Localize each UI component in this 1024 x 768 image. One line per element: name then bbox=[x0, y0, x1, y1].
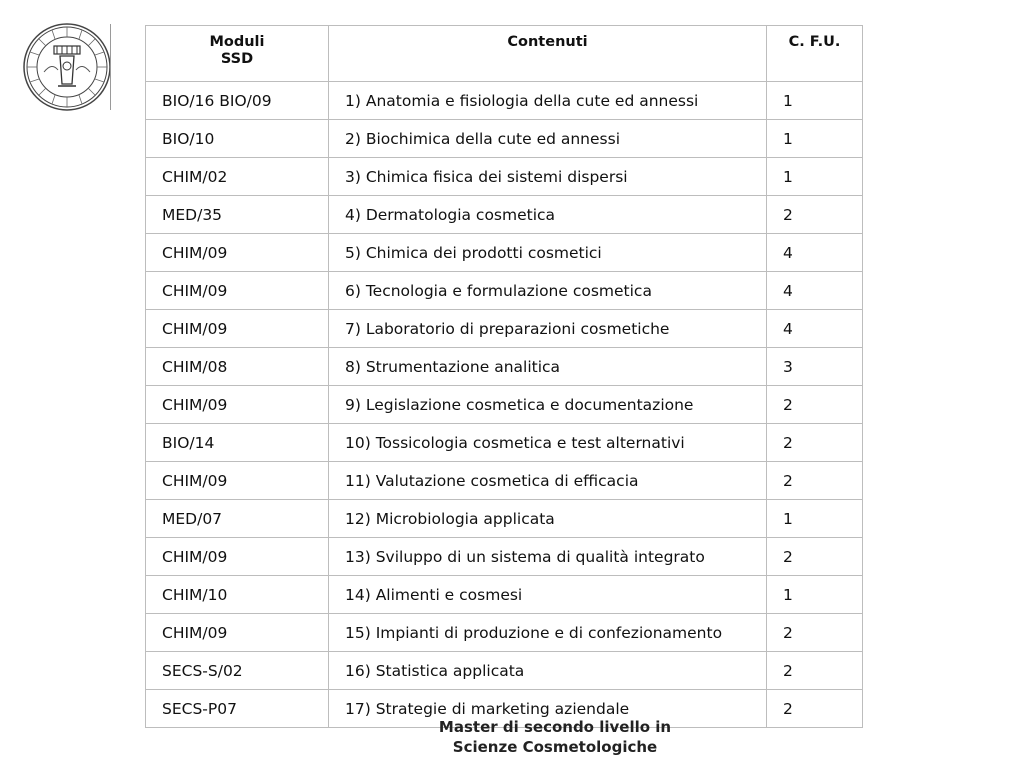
content-cell: 12) Microbiologia applicata bbox=[329, 500, 767, 538]
table-header-row bbox=[146, 26, 863, 82]
cfu-cell: 4 bbox=[767, 272, 863, 310]
content-cell: 17) Strategie di marketing aziendale bbox=[329, 690, 767, 728]
table-row bbox=[146, 538, 863, 576]
cfu-cell: 1 bbox=[767, 576, 863, 614]
table-row bbox=[146, 386, 863, 424]
table-row bbox=[146, 424, 863, 462]
content-cell: 4) Dermatologia cosmetica bbox=[329, 196, 767, 234]
table-row bbox=[146, 310, 863, 348]
ssd-cell: CHIM/09 bbox=[146, 234, 329, 272]
university-seal-icon bbox=[22, 22, 112, 112]
ssd-cell: CHIM/09 bbox=[146, 386, 329, 424]
footer-line-1: Master di secondo livello in bbox=[438, 718, 672, 736]
content-cell: 10) Tossicologia cosmetica e test alternativi bbox=[329, 424, 767, 462]
cfu-cell: 1 bbox=[767, 500, 863, 538]
table-row bbox=[146, 120, 863, 158]
cfu-cell: 2 bbox=[767, 196, 863, 234]
header-contenuti: Contenuti bbox=[329, 26, 767, 82]
ssd-cell: CHIM/09 bbox=[146, 614, 329, 652]
table-row bbox=[146, 576, 863, 614]
cfu-cell: 2 bbox=[767, 462, 863, 500]
cfu-cell: 4 bbox=[767, 310, 863, 348]
cfu-cell: 2 bbox=[767, 538, 863, 576]
header-ssd: SSD bbox=[220, 51, 254, 67]
cfu-cell: 2 bbox=[767, 386, 863, 424]
header-moduli-ssd bbox=[146, 26, 329, 82]
content-cell: 6) Tecnologia e formulazione cosmetica bbox=[329, 272, 767, 310]
table-row bbox=[146, 348, 863, 386]
seal-divider bbox=[110, 24, 111, 110]
table-row bbox=[146, 462, 863, 500]
content-cell: 2) Biochimica della cute ed annessi bbox=[329, 120, 767, 158]
ssd-cell: CHIM/09 bbox=[146, 272, 329, 310]
table-row bbox=[146, 196, 863, 234]
cfu-cell: 2 bbox=[767, 652, 863, 690]
table-row bbox=[146, 614, 863, 652]
table-row bbox=[146, 652, 863, 690]
cfu-cell: 2 bbox=[767, 424, 863, 462]
cfu-cell: 2 bbox=[767, 614, 863, 652]
footer-line-2: Scienze Cosmetologiche bbox=[452, 738, 658, 756]
cfu-cell: 2 bbox=[767, 690, 863, 728]
cfu-cell: 1 bbox=[767, 82, 863, 120]
ssd-cell: CHIM/09 bbox=[146, 462, 329, 500]
content-cell: 14) Alimenti e cosmesi bbox=[329, 576, 767, 614]
cfu-cell: 1 bbox=[767, 120, 863, 158]
ssd-cell: SECS-P07 bbox=[146, 690, 329, 728]
content-cell: 13) Sviluppo di un sistema di qualità integrato bbox=[329, 538, 767, 576]
table-row bbox=[146, 500, 863, 538]
cfu-cell: 4 bbox=[767, 234, 863, 272]
cfu-cell: 1 bbox=[767, 158, 863, 196]
content-cell: 11) Valutazione cosmetica di efficacia bbox=[329, 462, 767, 500]
table-row bbox=[146, 272, 863, 310]
ssd-cell: MED/07 bbox=[146, 500, 329, 538]
header-moduli: Moduli bbox=[209, 34, 265, 50]
content-cell: 1) Anatomia e fisiologia della cute ed annessi bbox=[329, 82, 767, 120]
table-row bbox=[146, 158, 863, 196]
content-cell: 9) Legislazione cosmetica e documentazione bbox=[329, 386, 767, 424]
footer-caption bbox=[380, 717, 730, 757]
ssd-cell: CHIM/08 bbox=[146, 348, 329, 386]
content-cell: 15) Impianti di produzione e di confezionamento bbox=[329, 614, 767, 652]
cfu-cell: 3 bbox=[767, 348, 863, 386]
content-cell: 8) Strumentazione analitica bbox=[329, 348, 767, 386]
ssd-cell: CHIM/09 bbox=[146, 310, 329, 348]
course-table bbox=[145, 25, 863, 728]
ssd-cell: CHIM/10 bbox=[146, 576, 329, 614]
content-cell: 3) Chimica fisica dei sistemi dispersi bbox=[329, 158, 767, 196]
content-cell: 5) Chimica dei prodotti cosmetici bbox=[329, 234, 767, 272]
ssd-cell: CHIM/02 bbox=[146, 158, 329, 196]
header-cfu: C. F.U. bbox=[767, 26, 863, 82]
ssd-cell: BIO/14 bbox=[146, 424, 329, 462]
ssd-cell: BIO/10 bbox=[146, 120, 329, 158]
ssd-cell: SECS-S/02 bbox=[146, 652, 329, 690]
content-cell: 16) Statistica applicata bbox=[329, 652, 767, 690]
ssd-cell: CHIM/09 bbox=[146, 538, 329, 576]
table-row bbox=[146, 234, 863, 272]
ssd-cell: MED/35 bbox=[146, 196, 329, 234]
table-row bbox=[146, 82, 863, 120]
content-cell: 7) Laboratorio di preparazioni cosmetiche bbox=[329, 310, 767, 348]
ssd-cell: BIO/16 BIO/09 bbox=[146, 82, 329, 120]
